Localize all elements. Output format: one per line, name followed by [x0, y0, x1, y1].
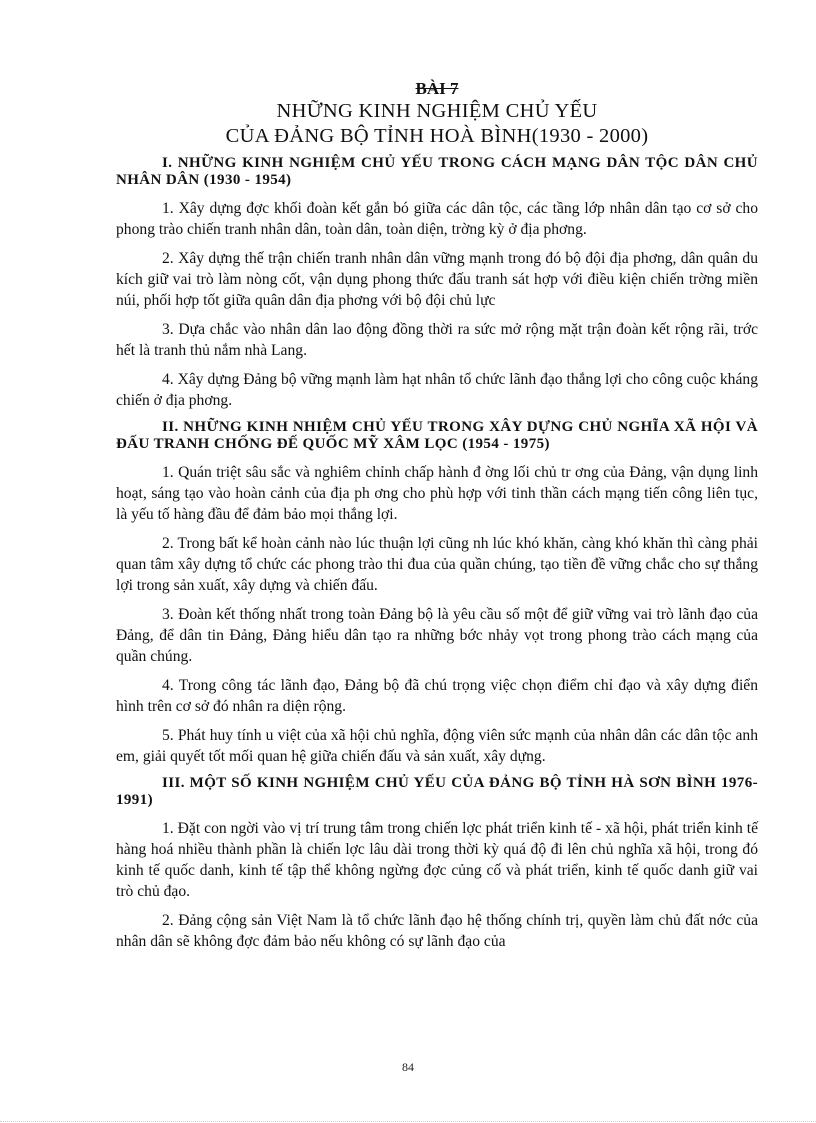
- paragraph: 5. Phát huy tính u việt của xã hội chủ nghĩa, động viên sức mạnh của nhân dân các dân tộc anh em, giải quyết tốt mối quan hệ giữa chiến đấu và sản xuất, xây dựng.: [116, 727, 758, 765]
- section-1: [116, 155, 758, 411]
- section-heading: I. NHỮNG KINH NGHIỆM CHỦ YẾU TRONG CÁCH MẠNG DÂN TỘC DÂN CHỦ NHÂN DÂN (1930 - 1954): [116, 155, 758, 188]
- title-block: [116, 78, 758, 149]
- footer-divider: [0, 1121, 816, 1122]
- paragraph: 3. Đoàn kết thống nhất trong toàn Đảng bộ là yêu cầu số một để giữ vững vai trò lãnh đạo của Đảng, để dân tin Đảng, Đảng hiểu dân tạo ra những bớc nhảy vọt trong phong trào cách mạng của quần chúng.: [116, 606, 758, 665]
- section-3: [116, 775, 758, 952]
- paragraph: 2. Trong bất kể hoàn cảnh nào lúc thuận lợi cũng nh lúc khó khăn, càng khó khăn thì càng phải quan tâm xây dựng tổ chức các phong trào thi đua của quần chúng, tạo tiền đề vững chắc cho sự thắng lợi trong sản xuất, xây dựng và chiến đấu.: [116, 535, 758, 594]
- section-2: [116, 419, 758, 767]
- document-page: [116, 78, 758, 960]
- paragraph: 4. Trong công tác lãnh đạo, Đảng bộ đã chú trọng việc chọn điểm chỉ đạo và xây dựng điển hình trên cơ sở đó nhân ra diện rộng.: [116, 677, 758, 715]
- section-heading: III. MỘT SỐ KINH NGHIỆM CHỦ YẾU CỦA ĐẢNG BỘ TỈNH HÀ SƠN BÌNH 1976-1991): [116, 775, 758, 808]
- title-line-1: NHỮNG KINH NGHIỆM CHỦ YẾU: [276, 100, 598, 122]
- page-number: 84: [402, 1060, 414, 1074]
- lesson-label: BÀI 7: [415, 79, 459, 98]
- paragraph: 3. Dựa chắc vào nhân dân lao động đồng thời ra sức mở rộng mặt trận đoàn kết rộng rãi, trớc hết là tranh thủ nắm nhà Lang.: [116, 321, 758, 359]
- paragraph: 1. Quán triệt sâu sắc và nghiêm chỉnh chấp hành đ ờng lối chủ tr ơng của Đảng, vận dụng linh hoạt, sáng tạo vào hoàn cảnh của địa ph ơng cho phù hợp với tinh thần cách mạng tiến công liên tục, là yếu tố hàng đầu để đảm bảo mọi thắng lợi.: [116, 464, 758, 523]
- title-line-2: CỦA ĐẢNG BỘ TỈNH HOÀ BÌNH(1930 - 2000): [225, 125, 649, 147]
- paragraph: 2. Xây dựng thế trận chiến tranh nhân dân vững mạnh trong đó bộ đội địa phơng, dân quân du kích giữ vai trò làm nòng cốt, vận dụng phong thức đấu tranh sát hợp với điều kiện chiến trờng miền núi, phối hợp tốt giữa quân dân địa phơng với bộ đội chủ lực: [116, 250, 758, 309]
- paragraph: 1. Xây dựng đợc khối đoàn kết gắn bó giữa các dân tộc, các tầng lớp nhân dân tạo cơ sở cho phong trào chiến tranh nhân dân, toàn dân, toàn diện, trờng kỳ ở địa phơng.: [116, 200, 758, 238]
- section-heading: II. NHỮNG KINH NHIỆM CHỦ YẾU TRONG XÂY DỰNG CHỦ NGHĨA XÃ HỘI VÀ ĐẤU TRANH CHỐNG ĐẾ QUỐC MỸ XÂM LỌC (1954 - 1975): [116, 419, 758, 452]
- paragraph: 1. Đặt con ngời vào vị trí trung tâm trong chiến lợc phát triển kinh tế - xã hội, phát triển kinh tế hàng hoá nhiều thành phần là chiến lợc lâu dài trong thời kỳ quá độ đi lên chủ nghĩa xã hội, trong đó kinh tế quốc danh, kinh tế tập thể không ngừng đợc củng cố và phát triển, kinh tế quốc danh giữ vai trò chủ đạo.: [116, 820, 758, 900]
- paragraph: 2. Đảng cộng sản Việt Nam là tổ chức lãnh đạo hệ thống chính trị, quyền làm chủ đất nớc của nhân dân sẽ không đợc đảm bảo nếu không có sự lãnh đạo của: [116, 912, 758, 950]
- paragraph: 4. Xây dựng Đảng bộ vững mạnh làm hạt nhân tổ chức lãnh đạo thắng lợi cho công cuộc kháng chiến ở địa phơng.: [116, 371, 758, 409]
